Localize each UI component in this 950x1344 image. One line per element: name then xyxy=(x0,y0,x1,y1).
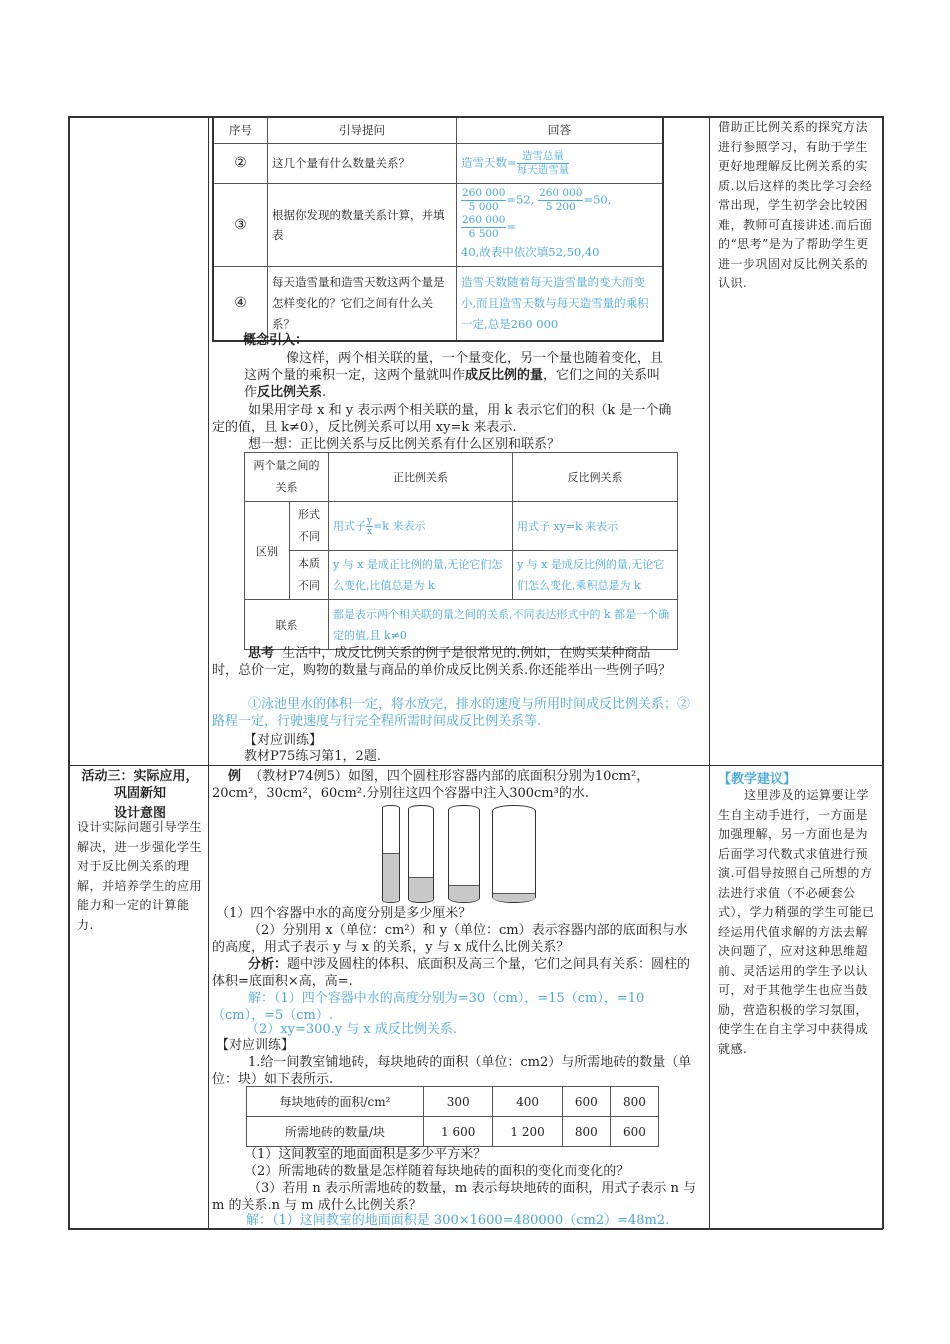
frac-result: =50, xyxy=(583,192,612,206)
tile-area-cell: 600 xyxy=(562,1087,610,1117)
tile-area-cell: 400 xyxy=(493,1087,562,1117)
think-answer: ①泳池里水的体积一定，将水放完，排水的速度与所用时间成反比例关系；②路程一定，行驶速度与行完全程所需时间成反比例关系等. xyxy=(212,697,691,729)
definition-text: 像这样，两个相关联的量，一个量变化，另一个量也随着变化，且这两个量的乘积一定，这两个量就叫作 xyxy=(244,351,664,383)
example-solution-1: 解：（1）四个容器中水的高度分别为=30（cm），=15（cm），=10（cm），=5（cm）. xyxy=(212,991,645,1023)
table2-nature-proportional: y 与 x 是成正比例的量,无论它们怎么变化,比值总是为 k xyxy=(329,551,513,600)
teaching-advice-text: 这里涉及的运算要让学生自主动手进行，一方面是加强理解，另一方面也是为后面学习代数式求值进行预演.可倡导按照自己所想的方法进行求值（不必硬套公式），学力稍强的学生可能已经运用代值求解的方法去解决问题了，应对这种思维超前、灵活运用的学生予以认可，对于其他学生也应当鼓励，营造积极的学习氛围，使学生在自主学习中获得成就感. xyxy=(718,788,875,1056)
guide-question-table xyxy=(212,116,664,342)
table1-row-no: ② xyxy=(213,143,268,183)
water-level-20 xyxy=(409,877,433,902)
table2-form-label: 形式不同 xyxy=(290,502,329,551)
frac-numerator: y xyxy=(367,515,373,526)
example-label: 例 xyxy=(228,769,242,784)
table1-header-no: 序号 xyxy=(213,117,268,143)
table2-link-label: 联系 xyxy=(245,600,329,650)
frac-numerator: 260 000 xyxy=(539,186,583,199)
table1-answer: 造雪天数随着每天造雪量的变大而变小,而且造雪天数与每天造雪量的乘积一定,总是260 000 xyxy=(457,266,664,341)
table1-header-question: 引导提问 xyxy=(268,117,457,143)
table1-question: 这几个量有什么数量关系？ xyxy=(268,143,457,183)
activity3-title: 活动三：实际应用，巩固新知 xyxy=(81,769,199,801)
table1-answer xyxy=(457,143,664,183)
frac-result: = xyxy=(506,219,517,233)
example-paragraph xyxy=(212,768,678,802)
tile-count-cell: 1 200 xyxy=(493,1117,562,1147)
think-text: 生活中，成反比例关系的例子是很常见的.例如，在购买某种商品时，总价一定，购物的数量与商品的单价成反比例关系.你还能举出一些例子吗？ xyxy=(212,646,672,678)
water-level-60 xyxy=(493,893,535,902)
definition-term: 成反比例的量 xyxy=(465,368,544,383)
frac-denominator: 每天造雪量 xyxy=(516,163,570,176)
concept-definition xyxy=(244,350,664,401)
example-analysis xyxy=(212,956,698,990)
tile-area-cell: 300 xyxy=(424,1087,493,1117)
table2-link-text: 都是表示两个相关联的量之间的关系,不同表达形式中的 k 都是一个确定的值,且 k≠0 xyxy=(329,600,678,650)
form-text: 用式子 xyxy=(333,519,366,532)
example-solution-2: （2）xy=300.y 与 x 成反比例关系. xyxy=(246,1022,457,1037)
cylinder-60 xyxy=(492,805,536,903)
cylinder-20 xyxy=(408,805,434,903)
tile-table xyxy=(246,1086,659,1147)
training-q3: （3）若用 n 表示所需地砖的数量，m 表示每块地砖的面积，用式子表示 n 与 m 的关系.n 与 m 成什么比例关系？ xyxy=(212,1181,697,1213)
table2-nature-label: 本质不同 xyxy=(290,551,329,600)
design-intent-title: 设计意图 xyxy=(113,806,166,821)
comparison-table xyxy=(244,452,678,650)
frac-denominator: 5 200 xyxy=(545,200,576,213)
frac-denominator: 5 000 xyxy=(468,200,499,213)
design-intent-text: 设计实际问题引导学生解决，进一步强化学生对于反比例关系的理解，并培养学生的应用能力和一定的计算能力. xyxy=(77,820,203,932)
tile-count-cell: 600 xyxy=(610,1117,658,1147)
frac-result: =52, xyxy=(506,192,535,206)
think-question: 想一想：正比例关系与反比例关系有什么区别和联系？ xyxy=(248,437,561,452)
training-question-1: 1.给一间教室铺地砖，每块地砖的面积（单位：cm2）与所需地砖的数量（单位：块）如下表所示. xyxy=(212,1055,692,1087)
think-paragraph xyxy=(212,645,676,679)
table2-nature-inverse: y 与 x 是成反比例的量,无论它们怎么变化,乘积总是为 k xyxy=(513,551,678,600)
frac-numerator: 260 000 xyxy=(462,213,506,226)
cylinder-30 xyxy=(448,805,480,903)
training-q1: （1）这间教室的地面面积是多少平方米？ xyxy=(244,1147,487,1162)
example-text: （教材P74例5）如图，四个圆柱形容器内部的底面积分别为10cm²，20cm²，30cm²，60cm².分别往这四个容器中注入300cm³的水. xyxy=(212,769,650,801)
frac-denominator: x xyxy=(367,526,373,537)
example-question-2: （2）分别用 x（单位：cm²）和 y（单位：cm）表示容器内部的底面积与水的高度，用式子表示 y 与 x 的关系，y 与 x 成什么比例关系？ xyxy=(212,923,688,955)
tile-count-label: 所需地砖的数量/块 xyxy=(247,1117,424,1147)
frac-numerator: 造雪总量 xyxy=(517,150,570,164)
table1-question: 根据你发现的数量关系计算，并填表 xyxy=(268,183,457,266)
concept-heading: 概念引入： xyxy=(243,333,309,348)
table1-header-answer: 回答 xyxy=(457,117,664,143)
answer-lhs: 造雪天数= xyxy=(461,155,517,169)
table1-row-no: ③ xyxy=(213,183,268,266)
analysis-text: 题中涉及圆柱的体积、底面积及高三个量，它们之间具有关系：圆柱的体积=底面积×高，高=. xyxy=(212,957,691,989)
table1-answer xyxy=(457,183,664,266)
concept-formula-paragraph: 如果用字母 x 和 y 表示两个相关联的量，用 k 表示它们的积（k 是一个确定的值，且 k≠0），反比例关系可以用 xy=k 来表示. xyxy=(212,403,672,435)
training-label-2: 【对应训练】 xyxy=(216,1038,295,1053)
water-level-30 xyxy=(449,885,479,902)
training-solution: 解：（1）这间教室的地面面积是 300×1600=480000（cm2）=48m2. xyxy=(246,1213,670,1228)
table2-form-proportional xyxy=(329,502,513,551)
answer-tail: 40,故表中依次填52,50,40 xyxy=(461,244,600,259)
tile-count-cell: 1 600 xyxy=(424,1117,493,1147)
definition-text: . xyxy=(322,385,327,400)
table2-header-proportional: 正比例关系 xyxy=(329,453,513,502)
table2-diff-label: 区别 xyxy=(245,502,290,600)
frac-numerator: 260 000 xyxy=(462,186,506,199)
definition-text: ，它们之间的关系叫作 xyxy=(244,368,661,400)
think-label: 思考 xyxy=(248,646,275,661)
cylinder-10 xyxy=(382,805,400,903)
table2-header-relation: 两个量之间的关系 xyxy=(245,453,329,502)
table2-header-inverse: 反比例关系 xyxy=(513,453,678,502)
table2-form-inverse: 用式子 xy=k 来表示 xyxy=(513,502,678,551)
analysis-label: 分析： xyxy=(248,957,288,972)
tile-count-cell: 800 xyxy=(562,1117,610,1147)
training-text: 教材P75练习第1，2题. xyxy=(244,749,381,764)
definition-term: 反比例关系 xyxy=(257,385,323,400)
example-question-1: （1）四个容器中水的高度分别是多少厘米？ xyxy=(216,906,472,921)
frac-denominator: 6 500 xyxy=(468,227,499,240)
tile-area-cell: 800 xyxy=(610,1087,658,1117)
table1-question: 每天造雪量和造雪天数这两个量是怎样变化的？它们之间有什么关系？ xyxy=(268,266,457,341)
training-label: 【对应训练】 xyxy=(244,733,323,748)
tile-area-label: 每块地砖的面积/cm² xyxy=(247,1087,424,1117)
form-text: =k 来表示 xyxy=(373,519,426,532)
table1-row-no: ④ xyxy=(213,266,268,341)
right-note-top: 借助正比例关系的探究方法进行参照学习，有助于学生更好地理解反比例关系的实质.以后这样的类比学习会经常出现，学生初学会比较困难，教师可直接讲述.而后面的“思考”是为了帮助学生更进一步巩固对反比例关系的认识. xyxy=(718,120,873,290)
training-q2: （2）所需地砖的数量是怎样随着每块地砖的面积的变化而变化的？ xyxy=(244,1164,630,1179)
water-level-10 xyxy=(383,853,399,902)
teaching-advice-title: 【教学建议】 xyxy=(718,772,797,787)
